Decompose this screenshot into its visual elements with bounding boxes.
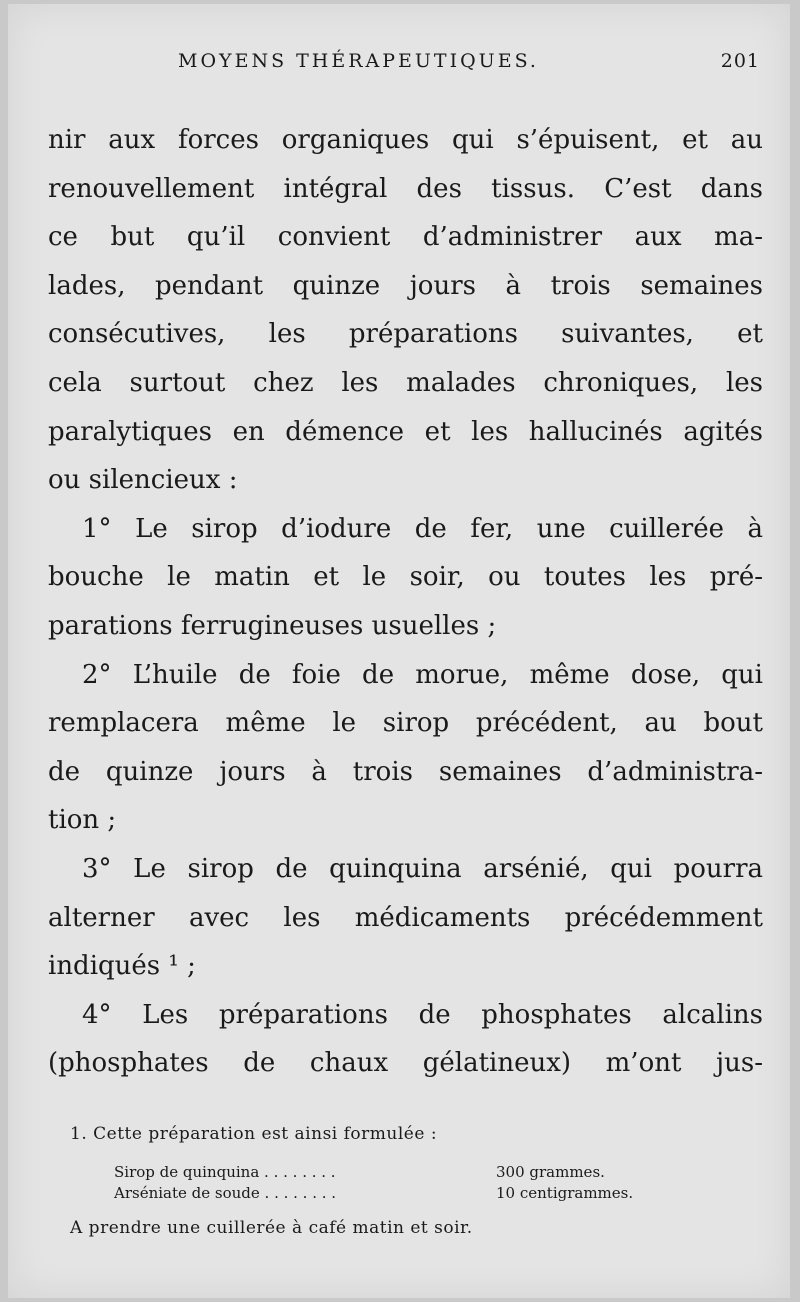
text-line: indiqués ¹ ; [48, 951, 196, 982]
text-line: bouche le matin et le soir, ou toutes les pré- [48, 562, 763, 593]
text-line: remplacera même le sirop précédent, au bout [48, 708, 763, 739]
text-line: tion ; [48, 805, 117, 836]
text-line: parations ferrugineuses usuelles ; [48, 610, 497, 641]
formula-row [114, 1183, 720, 1204]
formula-amount: 10 centigrammes. [496, 1184, 634, 1202]
list-item-first-line: 3° Le sirop de quinquina arsénié, qui pourra [82, 853, 763, 884]
list-item-first-line: 1° Le sirop d’iodure de fer, une cuillerée à [82, 513, 763, 544]
list-item-first-line: 2° L’huile de foie de morue, même dose, qui [82, 659, 763, 690]
text-line: renouvellement intégral des tissus. C’est dans [48, 173, 763, 204]
running-head [8, 50, 790, 80]
footnote-instruction: A prendre une cuillerée à café matin et soir. [70, 1218, 473, 1238]
text-line: consécutives, les préparations suivantes, et [48, 319, 763, 350]
text-line: nir aux forces organiques qui s’épuisent, et au [48, 125, 763, 155]
formula-table [114, 1162, 720, 1204]
formula-row [114, 1162, 720, 1183]
text-line: paralytiques en démence et les hallucinés agités [48, 416, 763, 447]
footnote-intro: 1. Cette préparation est ainsi formulée : [70, 1124, 438, 1144]
footnote [70, 1124, 720, 1238]
formula-ingredient: Sirop de quinquina . . . . . . . . [114, 1163, 336, 1181]
body-text [48, 116, 763, 1088]
formula-ingredient: Arséniate de soude . . . . . . . . [114, 1184, 337, 1202]
book-page [8, 4, 790, 1298]
text-line: alterner avec les médicaments précédemment [48, 902, 763, 933]
formula-amount: 300 grammes. [496, 1163, 605, 1181]
text-line: de quinze jours à trois semaines d’administra- [48, 756, 763, 787]
text-line: lades, pendant quinze jours à trois semaines [48, 270, 763, 301]
text-line: ce but qu’il convient d’administrer aux ma- [48, 222, 763, 253]
text-line: ou silencieux : [48, 465, 238, 496]
text-line: (phosphates de chaux gélatineux) m’ont jus- [48, 1048, 763, 1079]
page-number: 201 [720, 50, 760, 72]
list-item-first-line: 4° Les préparations de phosphates alcalins [82, 999, 763, 1030]
text-line: cela surtout chez les malades chroniques, les [48, 367, 763, 398]
running-title: MOYENS THÉRAPEUTIQUES. [178, 50, 539, 72]
